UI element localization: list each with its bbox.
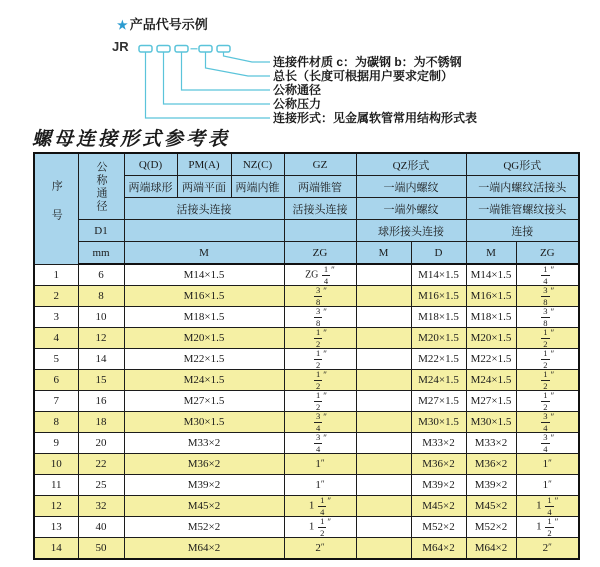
label-total-length: 总长（长度可根据用户要求定制） xyxy=(273,69,454,83)
row-qg-zg: $\frac{1}{2}$ ″ xyxy=(516,370,579,391)
row-gz-zg: 1″ xyxy=(284,454,356,475)
row-m: M39×2 xyxy=(124,475,284,496)
row-qz-d: M20×1.5 xyxy=(411,328,466,349)
row-qz-m xyxy=(356,264,411,286)
row-qg-m: M45×2 xyxy=(466,496,516,517)
table-row xyxy=(34,307,579,328)
header-qz-external: 一端外螺纹 xyxy=(356,198,466,220)
row-qz-d: M24×1.5 xyxy=(411,370,466,391)
header-gz-desc: 两端锥管 xyxy=(284,176,356,198)
row-qg-zg: 1″ xyxy=(516,475,579,496)
row-seq: 10 xyxy=(34,454,78,475)
row-qz-m xyxy=(356,370,411,391)
row-qg-zg: $\frac{3}{4}$ ″ xyxy=(516,412,579,433)
row-mm: 6 xyxy=(78,264,124,286)
row-qg-m: M39×2 xyxy=(466,475,516,496)
star-icon: ★ xyxy=(117,18,128,32)
row-gz-zg: 1 $\frac{1}{2}$ ″ xyxy=(284,517,356,538)
row-qg-zg: $\frac{1}{2}$ ″ xyxy=(516,349,579,370)
row-m: M22×1.5 xyxy=(124,349,284,370)
header-unit-qg-m: M xyxy=(466,242,516,265)
row-gz-zg: 1″ xyxy=(284,475,356,496)
header-qz-ball-connect: 球形接头连接 xyxy=(356,220,466,242)
row-mm: 50 xyxy=(78,538,124,560)
row-mm: 32 xyxy=(78,496,124,517)
table-body xyxy=(34,264,579,559)
row-seq: 12 xyxy=(34,496,78,517)
row-gz-zg: $\frac{1}{2}$ ″ xyxy=(284,349,356,370)
row-gz-zg: 2″ xyxy=(284,538,356,560)
header-col-qd: Q(D) xyxy=(124,153,177,176)
header-mm: mm xyxy=(78,242,124,265)
row-gz-zg: $\frac{1}{2}$ ″ xyxy=(284,370,356,391)
row-qg-m: M52×2 xyxy=(466,517,516,538)
diagram-title-text: 产品代号示例 xyxy=(129,17,208,32)
code-box-3 xyxy=(175,46,188,53)
row-m: M52×2 xyxy=(124,517,284,538)
row-seq: 2 xyxy=(34,286,78,307)
row-mm: 12 xyxy=(78,328,124,349)
row-qz-m xyxy=(356,433,411,454)
row-seq: 11 xyxy=(34,475,78,496)
row-m: M24×1.5 xyxy=(124,370,284,391)
row-m: M27×1.5 xyxy=(124,391,284,412)
header-unit-zg: ZG xyxy=(284,242,356,265)
header-unit-m: M xyxy=(124,242,284,265)
header-col-nzc: NZ(C) xyxy=(231,153,284,176)
code-box-1 xyxy=(139,46,152,53)
row-qg-zg: $\frac{1}{4}$ ″ xyxy=(516,264,579,286)
row-gz-zg: $\frac{3}{4}$ ″ xyxy=(284,433,356,454)
row-qz-m xyxy=(356,496,411,517)
table-row xyxy=(34,286,579,307)
row-qz-m xyxy=(356,538,411,560)
row-qz-d: M39×2 xyxy=(411,475,466,496)
row-qz-m xyxy=(356,286,411,307)
row-qz-m xyxy=(356,307,411,328)
connector-line-length xyxy=(206,52,271,76)
row-seq: 8 xyxy=(34,412,78,433)
table-title: 螺母连接形式参考表 xyxy=(32,128,231,150)
header-col-pma: PM(A) xyxy=(177,153,231,176)
table-row xyxy=(34,391,579,412)
row-gz-zg: 1 $\frac{1}{4}$ ″ xyxy=(284,496,356,517)
table-row xyxy=(34,517,579,538)
row-qg-m: M16×1.5 xyxy=(466,286,516,307)
header-nominal-diameter: 公称通径 xyxy=(78,153,124,220)
row-qg-m: M36×2 xyxy=(466,454,516,475)
row-mm: 10 xyxy=(78,307,124,328)
row-qz-d: M45×2 xyxy=(411,496,466,517)
row-m: M16×1.5 xyxy=(124,286,284,307)
header-unit-qg-zg: ZG xyxy=(516,242,579,265)
row-qg-m: M24×1.5 xyxy=(466,370,516,391)
table-row xyxy=(34,538,579,560)
row-mm: 18 xyxy=(78,412,124,433)
row-mm: 22 xyxy=(78,454,124,475)
row-m: M30×1.5 xyxy=(124,412,284,433)
row-seq: 3 xyxy=(34,307,78,328)
row-qg-zg: $\frac{3}{8}$ ″ xyxy=(516,286,579,307)
row-qg-zg: $\frac{3}{4}$ ″ xyxy=(516,433,579,454)
row-qg-m: M22×1.5 xyxy=(466,349,516,370)
header-col-qz: QZ形式 xyxy=(356,153,466,176)
row-mm: 14 xyxy=(78,349,124,370)
row-qg-zg: 1 $\frac{1}{4}$ ″ xyxy=(516,496,579,517)
header-col-qg: QG形式 xyxy=(466,153,579,176)
table-row xyxy=(34,475,579,496)
header-blank-m xyxy=(124,220,284,242)
row-mm: 40 xyxy=(78,517,124,538)
row-qz-d: M64×2 xyxy=(411,538,466,560)
table-row xyxy=(34,370,579,391)
row-m: M45×2 xyxy=(124,496,284,517)
row-seq: 5 xyxy=(34,349,78,370)
row-mm: 20 xyxy=(78,433,124,454)
row-qz-d: M18×1.5 xyxy=(411,307,466,328)
code-prefix: JR xyxy=(112,39,129,54)
table-row xyxy=(34,328,579,349)
row-gz-zg: $\frac{3}{8}$ ″ xyxy=(284,286,356,307)
row-m: M33×2 xyxy=(124,433,284,454)
row-m: M14×1.5 xyxy=(124,264,284,286)
row-mm: 8 xyxy=(78,286,124,307)
table-row xyxy=(34,264,579,286)
row-seq: 9 xyxy=(34,433,78,454)
code-box-5 xyxy=(217,46,230,53)
row-seq: 4 xyxy=(34,328,78,349)
header-unit-qz-d: D xyxy=(411,242,466,265)
row-qg-m: M33×2 xyxy=(466,433,516,454)
row-gz-zg: $\frac{1}{2}$ ″ xyxy=(284,391,356,412)
row-qg-m: M64×2 xyxy=(466,538,516,560)
connector-line-material xyxy=(224,52,271,62)
row-mm: 15 xyxy=(78,370,124,391)
row-qz-m xyxy=(356,475,411,496)
label-connection-form: 连接形式：见金属软管常用结构形式表 xyxy=(273,111,478,125)
table-row xyxy=(34,349,579,370)
table-header xyxy=(34,153,579,264)
row-qz-d: M16×1.5 xyxy=(411,286,466,307)
row-qz-d: M14×1.5 xyxy=(411,264,466,286)
header-gz-union-connect: 活接头连接 xyxy=(284,198,356,220)
row-qz-d: M22×1.5 xyxy=(411,349,466,370)
row-gz-zg: $\frac{1}{2}$ ″ xyxy=(284,328,356,349)
row-qg-m: M30×1.5 xyxy=(466,412,516,433)
connector-line-pressure xyxy=(164,52,271,104)
row-seq: 7 xyxy=(34,391,78,412)
row-m: M20×1.5 xyxy=(124,328,284,349)
header-d1: D1 xyxy=(78,220,124,242)
row-qz-m xyxy=(356,517,411,538)
row-qz-d: M36×2 xyxy=(411,454,466,475)
header-pma-desc: 两端平面 xyxy=(177,176,231,198)
row-qz-m xyxy=(356,328,411,349)
nut-connection-table xyxy=(33,152,580,560)
row-qz-m xyxy=(356,349,411,370)
row-qz-d: M27×1.5 xyxy=(411,391,466,412)
header-nzc-desc: 两端内锥 xyxy=(231,176,284,198)
header-qg-connect: 连接 xyxy=(466,220,579,242)
row-m: M64×2 xyxy=(124,538,284,560)
code-box-2 xyxy=(157,46,170,53)
label-material: 连接件材质 c：为碳钢 b：为不锈钢 xyxy=(273,55,462,69)
row-mm: 25 xyxy=(78,475,124,496)
label-nominal-diameter: 公称通径 xyxy=(273,83,322,97)
row-qz-d: M30×1.5 xyxy=(411,412,466,433)
row-qg-zg: $\frac{3}{8}$ ″ xyxy=(516,307,579,328)
row-qz-m xyxy=(356,454,411,475)
row-qg-m: M14×1.5 xyxy=(466,264,516,286)
header-unit-qz-m: M xyxy=(356,242,411,265)
row-seq: 6 xyxy=(34,370,78,391)
header-qd-desc: 两端球形 xyxy=(124,176,177,198)
code-box-4 xyxy=(199,46,212,53)
row-qg-zg: 1 $\frac{1}{2}$ ″ xyxy=(516,517,579,538)
header-qz-desc: 一端内螺纹 xyxy=(356,176,466,198)
row-qg-zg: 1″ xyxy=(516,454,579,475)
table-row xyxy=(34,454,579,475)
row-gz-zg: ZG $\frac{1}{4}$ ″ xyxy=(284,264,356,286)
row-qz-d: M33×2 xyxy=(411,433,466,454)
table-row xyxy=(34,496,579,517)
row-seq: 13 xyxy=(34,517,78,538)
row-qg-m: M20×1.5 xyxy=(466,328,516,349)
row-qg-zg: $\frac{1}{2}$ ″ xyxy=(516,328,579,349)
row-qz-m xyxy=(356,391,411,412)
header-seq: 序号 xyxy=(34,153,78,264)
row-qg-zg: $\frac{1}{2}$ ″ xyxy=(516,391,579,412)
table-row xyxy=(34,412,579,433)
row-qz-d: M52×2 xyxy=(411,517,466,538)
header-blank-gz xyxy=(284,220,356,242)
row-qg-zg: 2″ xyxy=(516,538,579,560)
header-qg-taper-joint: 一端锥管螺纹接头 xyxy=(466,198,579,220)
row-seq: 14 xyxy=(34,538,78,560)
row-mm: 16 xyxy=(78,391,124,412)
diagram-title xyxy=(117,14,208,33)
connector-line-diameter xyxy=(182,52,271,90)
row-gz-zg: $\frac{3}{4}$ ″ xyxy=(284,412,356,433)
row-m: M36×2 xyxy=(124,454,284,475)
row-qg-m: M27×1.5 xyxy=(466,391,516,412)
header-union-connect: 活接头连接 xyxy=(124,198,284,220)
header-col-gz: GZ xyxy=(284,153,356,176)
table-row xyxy=(34,433,579,454)
label-nominal-pressure: 公称压力 xyxy=(273,97,322,111)
row-qz-m xyxy=(356,412,411,433)
row-seq: 1 xyxy=(34,264,78,286)
row-m: M18×1.5 xyxy=(124,307,284,328)
row-gz-zg: $\frac{3}{8}$ ″ xyxy=(284,307,356,328)
row-qg-m: M18×1.5 xyxy=(466,307,516,328)
header-qg-desc: 一端内螺纹活接头 xyxy=(466,176,579,198)
